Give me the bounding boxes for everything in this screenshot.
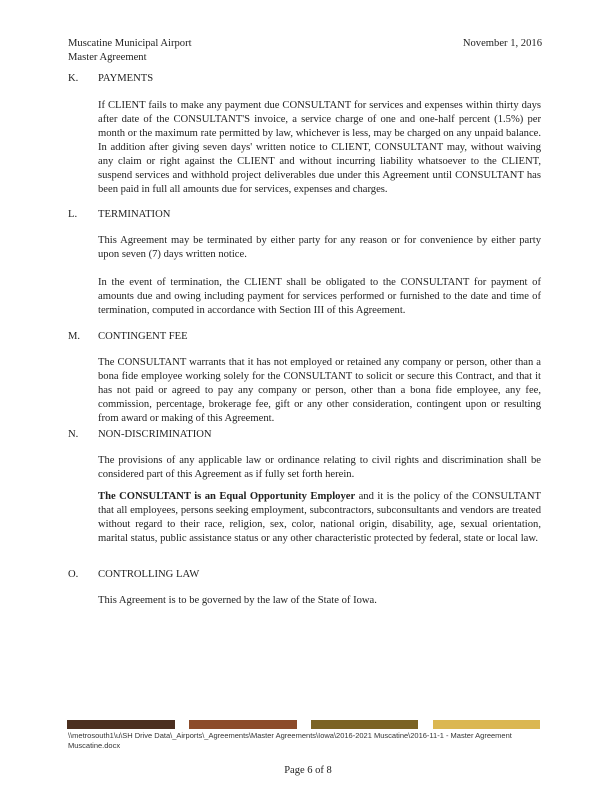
- footer-bar-3: [311, 720, 418, 729]
- page-number: Page 6 of 8: [284, 765, 332, 776]
- section-title: TERMINATION: [98, 209, 171, 220]
- section-l-para-1: This Agreement may be terminated by either party for any reason or for convenience by either party upon seven (7) days written notice.: [98, 235, 541, 260]
- section-title: CONTINGENT FEE: [98, 331, 188, 342]
- eoe-policy: and it is the policy of the CONSULTANT that all employees, persons seeking employment, subcontractors, subconsultants and vendors are treated without regard to their race, religion, sex, color, national origin, disability, age, sexual orientation, marital status, public assistance status or any other characteristic protected by federal, state or local law.: [98, 491, 541, 544]
- section-title: PAYMENTS: [98, 73, 154, 84]
- section-n-para-2: [98, 490, 541, 546]
- section-letter: N.: [68, 429, 79, 440]
- section-k-heading: [68, 72, 153, 86]
- section-m-heading: [68, 330, 188, 344]
- section-n-para-1: The provisions of any applicable law or ordinance relating to civil rights and discrimination shall be considered part of this Agreement as if fully set forth herein.: [98, 455, 541, 480]
- section-l-heading: [68, 208, 170, 222]
- section-n-heading: [68, 428, 212, 442]
- footer-bar-2: [189, 720, 297, 729]
- section-l-para-2: In the event of termination, the CLIENT shall be obligated to the CONSULTANT for payment of amounts due and owing including payment for services performed or furnished to the date and time of termination, computed in accordance with Section III of this Agreement.: [98, 277, 541, 316]
- eoe-statement: The CONSULTANT is an Equal Opportunity Employer: [98, 491, 356, 502]
- section-o-para: This Agreement is to be governed by the law of the State of Iowa.: [98, 595, 377, 606]
- footer-file-path: \\metrosouth1\u\SH Drive Data\_Airports\_Agreements\Master Agreements\Iowa\2016-2021 Muscatine\2016-11-1 - Master Agreement Muscatine.docx: [68, 731, 512, 750]
- section-letter: L.: [68, 209, 78, 220]
- org-name: Muscatine Municipal Airport: [68, 38, 192, 49]
- section-o-heading: [68, 568, 199, 582]
- footer-bar-1: [67, 720, 175, 729]
- doc-name: Master Agreement: [68, 52, 147, 63]
- section-m-para: The CONSULTANT warrants that it has not employed or retained any company or person, other than a bona fide employee working solely for the CONSULTANT to solicit or secure this Contract, and that it has not paid or agreed to pay any company or person, other than a bona fide employee, any fee, commission, percentage, brokerage fee, gift or any other consideration, contingent upon or resulting from award or making of this Agreement.: [98, 357, 541, 424]
- section-letter: O.: [68, 569, 79, 580]
- section-title: CONTROLLING LAW: [98, 569, 200, 580]
- section-title: NON-DISCRIMINATION: [98, 429, 212, 440]
- section-k-para: If CLIENT fails to make any payment due CONSULTANT for services and expenses within thirty days after date of the CONSULTANT'S invoice, a service charge of one and one-half percent (1.5%) per month or the maximum rate permitted by law, whichever is less, may be charged on any unpaid balance. In addition after giving seven days' written notice to CLIENT, CONSULTANT may, without waiving any claim or right against the CLIENT and without incurring liability whatsoever to the CLIENT, suspend services and withhold project deliverables due under this Agreement until CONSULTANT has been paid in full all amounts due for services, expenses and charges.: [98, 100, 541, 195]
- header-date: November 1, 2016: [462, 38, 542, 49]
- header-org: [68, 37, 192, 65]
- footer-bar-4: [433, 720, 540, 729]
- section-letter: K.: [68, 73, 79, 84]
- section-letter: M.: [68, 331, 81, 342]
